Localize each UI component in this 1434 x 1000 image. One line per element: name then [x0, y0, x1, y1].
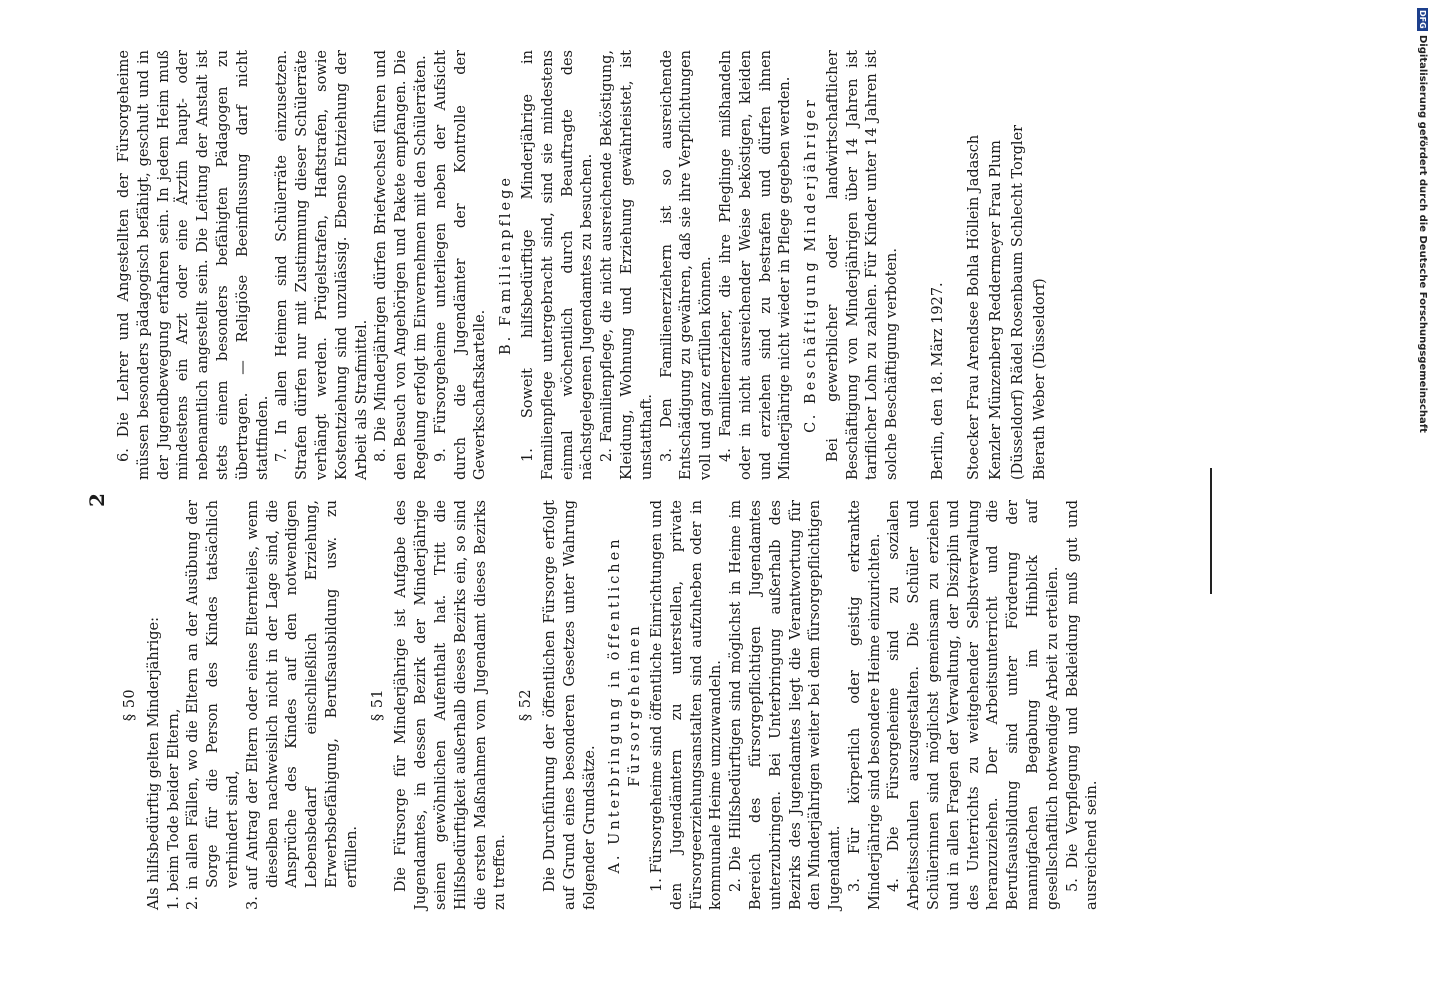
rotated-page: [75, 30, 1205, 970]
section-50-item: 1. beim Tode beider Eltern,: [165, 708, 182, 910]
section-52-title: § 52: [518, 688, 535, 722]
signer-row: Kenzler Münzenberg Reddermeyer Frau Plum: [987, 140, 1004, 480]
section-52-c-para: Bei gewerblicher oder landwirtschaftlicher Beschäftigung von Minderjährigen über 14 Jahren ist tariflicher Lohn zu zahlen. Für Kinder unter 14 Jahren ist solche Beschäftigung verboten.: [824, 50, 901, 480]
funding-note: [1417, 8, 1428, 433]
dfg-logo: DFG: [1418, 10, 1427, 29]
signers-block: [963, 50, 1051, 480]
left-column: [115, 500, 1195, 910]
section-52-a-para: 1. Fürsorgeheime sind öffentliche Einrichtungen und den Jugendämtern zu unterstellen, private Fürsorgeerziehungsanstalten sind aufzuheben oder in kommunale Heime umzuwandeln.: [648, 500, 725, 910]
section-50-item: 2. in allen Fällen, wo die Eltern an der Ausübung der Sorge für die Person des Kindes tatsächlich verhindert sind,: [185, 500, 241, 910]
signer-row: Stoecker Frau Arendsee Bohla Höllein Jadasch: [965, 134, 982, 480]
section-52-a-para: 2. Die Hilfsbedürftigen sind möglichst in Heime im Bereich des fürsorgepflichtigen Jugendamtes unterzubringen. Bei Unterbringung außerhalb des Bezirks des Jugendamtes liegt die Verantwortung für den Minderjährigen weiter bei dem fürsorgepflichtigen Jugendamt.: [728, 500, 844, 910]
section-52-a-para: 6. Die Lehrer und Angestellten der Fürsorgeheime müssen besonders pädagogisch befähigt, geschult und in der Jugendbewegung erfahren sein. In jedem Heim muß mindestens ein Arzt oder eine Ärztin haupt- oder nebenamtlich angestellt sein. Die Leitung der Anstalt ist stets einem besonders befähigten Pädagogen zu übertragen. — Religiöse Beeinflussung darf nicht stattfinden.: [116, 50, 271, 480]
horizontal-rule: [1210, 468, 1212, 594]
section-52-a-para: 4. Die Fürsorgeheime sind zu sozialen Arbeitsschulen auszugestalten. Die Schüler und Schülerinnen sind möglichst gemeinsam zu erziehen und in allen Fragen der Verwaltung, der Disziplin und des Unterrichts zu weitgehender Selbstverwaltung heranzuziehen. Der Arbeitsunterricht und die Berufsausbildung sind unter Förderung der mannigfachen Begabung im Hinblick auf gesellschaftlich notwendige Arbeit zu erteilen.: [886, 500, 1061, 910]
date-line: Berlin, den 18. März 1927.: [930, 282, 947, 480]
section-52-a-para: 5. Die Verpflegung und Bekleidung muß gut und ausreichend sein.: [1064, 500, 1101, 910]
funding-note-text: Digitalisierung gefördert durch die Deutsche Forschungsgemeinschaft: [1417, 34, 1428, 433]
signer-row: (Düsseldorf) Rädel Rosenbaum Schlecht Torgler: [1009, 124, 1026, 480]
section-51-text: Die Fürsorge für Minderjährige ist Aufgabe des Jugendamtes, in dessen Bezirk der Minderjährige seinen gewöhnlichen Aufenthalt hat. Tritt die Hilfsbedürftigkeit außerhalb dieses Bezirks ein, so sind die ersten Maßnahmen vom Jugendamt dieses Bezirks zu treffen.: [393, 500, 509, 910]
signer-row: Bierath Weber (Düsseldorf): [1031, 278, 1048, 480]
section-52-a-para: 3. Für körperlich oder geistig erkrankte Minderjährige sind besondere Heime einzurichten.: [846, 500, 883, 910]
right-column: [115, 50, 1195, 480]
section-52-text: Die Durchführung der öffentlichen Fürsorge erfolgt auf Grund eines besonderen Gesetzes unter Wahrung folgender Grundsätze.: [541, 500, 598, 910]
section-52-b-para: 1. Soweit hilfsbedürftige Minderjährige in Familienpflege untergebracht sind, sind sie mindestens einmal wöchentlich durch Beauftragte des nächstgelegenen Jugendamtes zu besuchen.: [519, 50, 596, 480]
heading-a: A. Unterbringung in öffentlichen Fürsorgeheimen: [607, 536, 644, 874]
heading-b: B. Familienpflege: [498, 175, 515, 355]
section-50-item: 3. auf Antrag der Eltern oder eines Elternteiles, wenn dieselben nachweislich nicht in der Lage sind, die Ansprüche des Kindes auf den notwendigen Lebensbedarf einschließlich Erziehung, Erwerbsbefähigung, Berufsausbildung usw. zu erfüllen.: [244, 500, 360, 910]
section-52-a-para: 9. Fürsorgeheime unterliegen neben der Aufsicht durch die Jugendämter der Kontrolle der Gewerkschaftskartelle.: [432, 50, 489, 480]
section-52-b-para: 3. Den Familienerziehern ist so ausreichende Entschädigung zu gewähren, daß sie ihre Verpflichtungen voll und ganz erfüllen können.: [658, 50, 715, 480]
section-51-title: § 51: [369, 688, 386, 722]
section-50-intro: Als hilfsbedürftig gelten Minderjährige:: [145, 617, 162, 910]
section-52-a-para: 8. Die Minderjährigen dürfen Briefwechsel führen und den Besuch von Angehörigen und Pakete empfangen. Die Regelung erfolgt im Einvernehmen mit den Schülerräten.: [373, 50, 429, 480]
heading-c: C. Beschäftigung Minderjähriger: [803, 97, 820, 433]
section-50-title: § 50: [122, 688, 138, 722]
section-52-b-para: 4. Familienerzieher, die ihre Pfleglinge mißhandeln oder in nicht ausreichender Weise beköstigen, kleiden und erziehen sind zu bestrafen und dürfen ihnen Minderjährige nicht wieder in Pflege gegeben werden.: [717, 50, 794, 480]
section-52-b-para: 2. Familienpflege, die nicht ausreichende Beköstigung, Kleidung, Wohnung und Erziehung gewährleistet, ist unstatthaft.: [599, 50, 655, 480]
page-number: 2: [85, 493, 109, 507]
section-52-a-para: 7. In allen Heimen sind Schülerräte einzusetzen. Strafen dürfen nur mit Zustimmung dieser Schülerräte verhängt werden. Prügelstrafen, Haftstrafen, sowie Kostentziehung sind unzulässig. Ebenso Entziehung der Arbeit als Strafmittel.: [274, 50, 370, 480]
